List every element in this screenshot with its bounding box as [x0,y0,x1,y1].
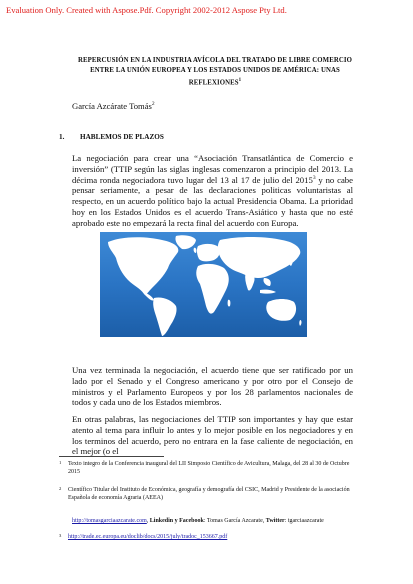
paragraph-1-text-a: La negociación para crear una “Asociación Transatlántica de Comercio e inversión” (TTIP según las siglas inglesas comenzaron a principio del 2013. La décima ronda negociadora tuvo lugar del 13 al 17 de julio del 2015 [72,153,353,185]
footnote-2-mark: 2 [59,486,62,491]
twitter-label: Twitter [265,518,285,524]
title-line-3-text: REFLEXIONES [188,79,239,87]
title-line-1: REPERCUSIÓN EN LA INDUSTRIA AVÍCOLA DEL TRATADO DE LIBRE COMERCIO [78,57,352,64]
footnote-2-text: Científico Titular del Instituto de Económica, geografía y demografía del CSIC, Madrid y Presidente de la asociación Española de economía Agraria (AEEA) [68,487,350,502]
trade-doc-link[interactable]: http://trade.ec.europa.eu/doclib/docs/2015/july/tradoc_153667.pdf [68,534,228,540]
document-title [60,56,370,88]
linkedin-label: Linkedin y Facebook [149,518,204,524]
author-footnote-ref: 2 [151,101,155,108]
footnote-1 [59,460,359,476]
section-heading [59,133,164,141]
paragraph-2: Una vez terminada la negociación, el acuerdo tiene que ser ratificado por un lado por el Senado y el Congreso americano y por otro por el Consejo de ministros y el Parlamento Europeos y por los 28 parlamentos nacionales de todos y cada uno de los Estados miembros. [72,365,353,408]
footnote-3-mark: 3 [59,533,62,538]
footnote-2 [59,486,359,502]
twitter-value: : tgarciaazcarate [284,518,324,524]
footnote-separator [59,456,164,457]
paragraph-3: En otras palabras, las negociaciones del TTIP son importantes y hay que estar atento al tema para influir lo antes y lo mejor posible en los negociadores y en los terminos del acuerdo, pero no entrara en la fase caliente de negociación, en el mejor (o el [72,414,353,457]
footnote-2-links [72,518,324,524]
paragraph-1-text-b: y no cabe pensar seriamente, a pesar de las declaraciones politicas voluntaristas al respecto, en un acuerdo político bajo la actual Presidencia Obama. La prioridad hoy en los Estados Unidos es el acuerdo Trans-Asiático y hasta que no esté aprobado este no empezará la recta final del acuerdo con Europa. [72,174,353,228]
title-line-3 [60,76,370,88]
title-line-2: ENTRE LA UNIÓN EUROPEA Y LOS ESTADOS UNIDOS DE AMÉRICA: UNAS [90,67,340,74]
links-separator: , [146,518,150,524]
world-map-image [100,232,307,337]
section-number: 1. [59,133,65,141]
linkedin-value: : Tomas García Azcarate, [203,518,266,524]
website-link[interactable]: http://tomasgarciaazcarate.com [72,518,147,524]
evaluation-watermark: Evaluation Only. Created with Aspose.Pdf. Copyright 2002-2012 Aspose Pty Ltd. [6,5,287,15]
paragraph-1 [72,153,353,229]
title-footnote-ref: 1 [238,78,242,83]
paragraph-1-footnote-ref: 3 [312,174,316,181]
author-name [72,101,155,111]
footnote-1-text: Texto integro de la Conferencia inaugural del LII Simposio Científico de Avicultura, Malaga, del 28 al 30 de Octubre 2015 [68,461,350,476]
section-title: HABLEMOS DE PLAZOS [80,133,164,141]
footnote-3 [59,533,359,541]
footnote-1-mark: 1 [59,460,62,465]
author-text: García Azcárate Tomás [72,101,152,111]
